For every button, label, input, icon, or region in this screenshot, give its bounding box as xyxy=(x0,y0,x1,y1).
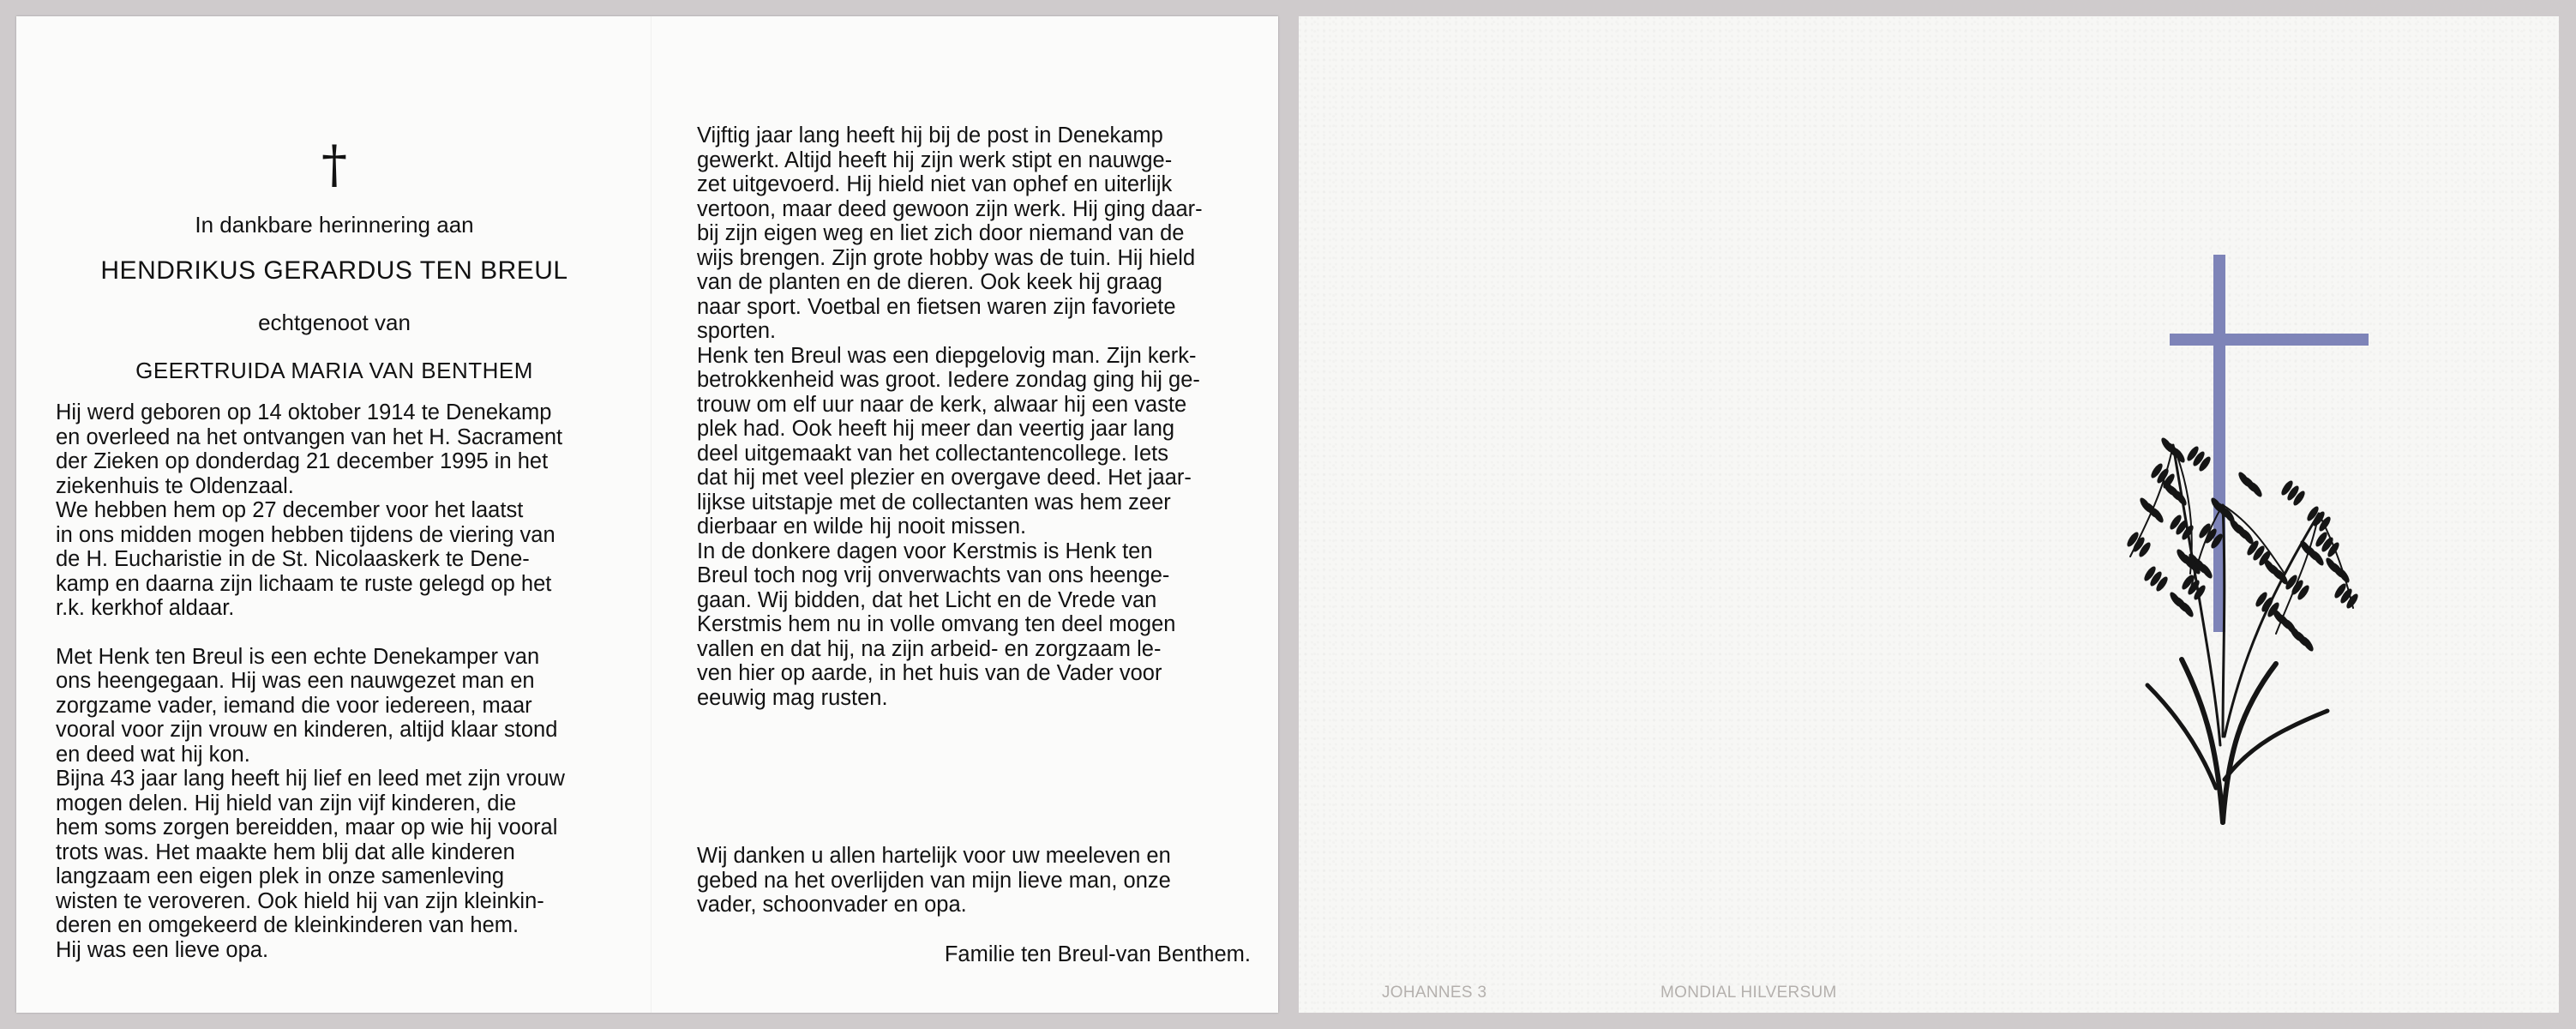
fold-line xyxy=(651,16,652,1013)
cross-symbol: † xyxy=(321,135,347,195)
paragraph-character: Met Henk ten Breul is een echte Denekamper van ons heengegaan. Hij was een nauwgezet man en zorgzame vader, iemand die voor iedereen, maar vooral voor zijn vrouw en kinderen, altijd klaar stond en deed wat hij kon. xyxy=(56,644,558,767)
paragraph-birth-death: Hij werd geboren op 14 oktober 1914 te Denekamp en overleed na het ontvangen van het H. Sacrament der Zieken op donderdag 21 december 1995 in het ziekenhuis te Oldenzaal. xyxy=(56,400,563,498)
deceased-name: HENDRIKUS GERARDUS TEN BREUL xyxy=(100,256,568,285)
plant-seed-heads xyxy=(2125,436,2360,653)
cover-footer-publisher: MONDIAL HILVERSUM xyxy=(1660,984,1837,1002)
left-column-text xyxy=(56,400,613,962)
spouse-label: echtgenoot van xyxy=(258,310,411,335)
paragraph-work: Vijftig jaar lang heeft hij bij de post in Denekamp gewerkt. Altijd heeft hij zijn werk stipt en nauwge- zet uitgevoerd. Hij hield niet van ophef en uiterlijk vertoon, maar deed gewoon zijn werk. Hij ging daar- bij zijn eigen weg en liet zich door niemand van de wijs brengen. Zijn grote hobby was de tuin. Hij hield van de planten en de dieren. Ook keek hij graag naar sport. Voetbal en fietsen waren zijn favoriete sporten. xyxy=(697,123,1203,343)
thanks-text: Wij danken u allen hartelijk voor uw meeleven en gebed na het overlijden van mijn lieve man, onze vader, schoonvader en opa. xyxy=(697,844,1171,917)
paragraph-funeral: We hebben hem op 27 december voor het laatst in ons midden mogen hebben tijdens de viering van de H. Eucharistie in de St. Nicolaaskerk te Dene- kamp en daarna zijn lichaam te ruste gelegd op het r.k. kerkhof aldaar. xyxy=(56,498,555,620)
family-signature: Familie ten Breul-van Benthem. xyxy=(944,942,1251,966)
cover-footer-verse: JOHANNES 3 xyxy=(1382,984,1487,1002)
card-inside-spread xyxy=(16,16,1278,1013)
paragraph-family: Bijna 43 jaar lang heeft hij lief en leed met zijn vrouw mogen delen. Hij hield van zijn vijf kinderen, die hem soms zorgen bereidden, maar op wie hij vooral trots was. Het maakte hem blij dat alle kinderen langzaam een eigen plek in onze samenleving wisten te veroveren. Ook hield hij van zijn kleinkin- deren en omgekeerd de kleinkinderen van hem. Hij was een lieve opa. xyxy=(56,767,565,962)
paragraph-christmas: In de donkere dagen voor Kerstmis is Henk ten Breul toch nog vrij onverwachts van ons heenge- gaan. Wij bidden, dat het Licht en de Vrede van Kerstmis hem nu in volle omvang ten deel mogen vallen en dat hij, na zijn arbeid- en zorgzaam le- ven hier op aarde, in het huis van de Vader voor eeuwig mag rusten. xyxy=(697,539,1176,710)
card-cover xyxy=(1299,16,2559,1013)
spouse-name: GEERTRUIDA MARIA VAN BENTHEM xyxy=(135,358,533,383)
right-column-text xyxy=(697,123,1254,710)
cross-and-plant-illustration xyxy=(2122,231,2379,848)
paragraph-faith: Henk ten Breul was een diepgelovig man. Zijn kerk- betrokkenheid was groot. Iedere zondag ging hij ge- trouw om elf uur naar de kerk, alwaar hij een vaste plek had. Ook heeft hij meer dan veertig jaar lang deel uitgemaakt van het collectantencollege. Iets dat hij met veel plezier en overgave deed. Het jaar- lijkse uitstapje met de collectanten was hem zeer dierbaar en wilde hij nooit missen. xyxy=(697,343,1200,539)
memorial-intro: In dankbare herinnering aan xyxy=(195,212,474,238)
plant-icon xyxy=(2130,445,2353,822)
